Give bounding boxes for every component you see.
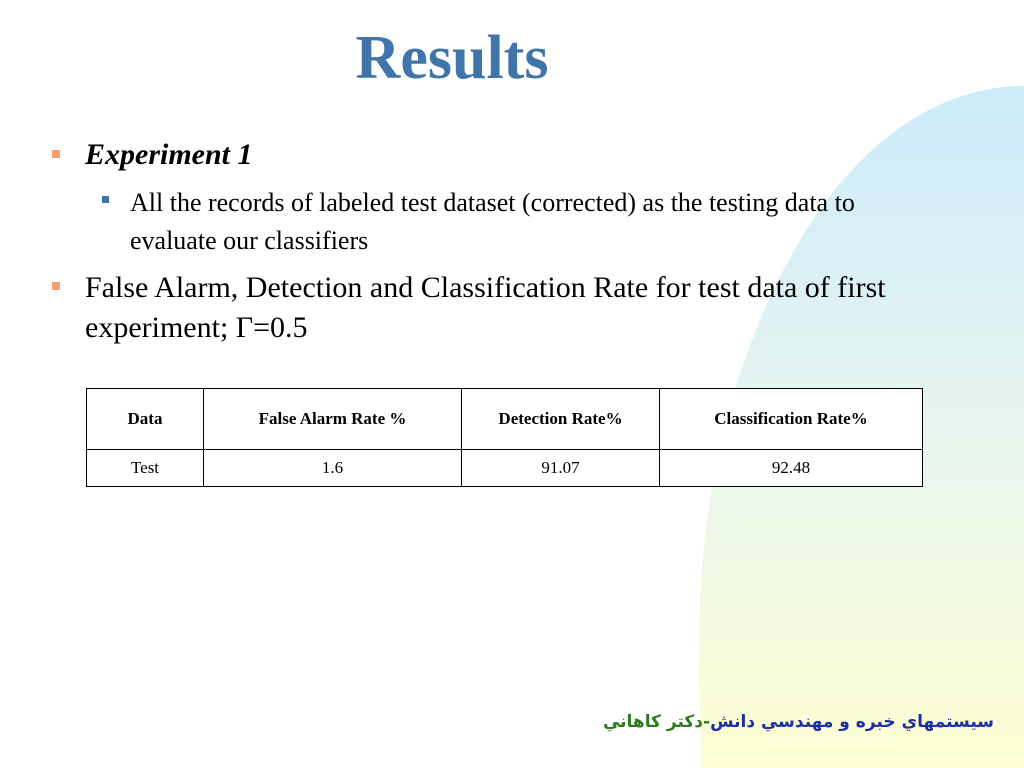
bullet-text: Experiment 1 [85,138,253,171]
slide-title: Results [355,24,549,92]
table-row [87,450,923,487]
table-header-cell: Classification Rate% [660,389,923,450]
table-cell: 91.07 [462,450,660,487]
table-header-row [87,389,923,450]
table-cell: Test [87,450,204,487]
square-bullet-icon [52,282,60,290]
square-bullet-icon [102,196,109,203]
table-header-cell: Detection Rate% [462,389,660,450]
slide-footer [603,712,994,732]
table-cell: 92.48 [660,450,923,487]
square-bullet-icon [52,150,60,158]
table-header-cell: False Alarm Rate % [204,389,462,450]
bullet-text: All the records of labeled test dataset (corrected) as the testing data to evaluate our classifiers [130,188,855,255]
bullet-text: False Alarm, Detection and Classification Rate for test data of first experiment; Γ=0.5 [85,271,886,344]
table-cell: 1.6 [204,450,462,487]
results-table [86,388,923,487]
footer-course: سيستمهاي خبره و مهندسي دانش [710,712,994,732]
table-header-cell: Data [87,389,204,450]
footer-author: -دکتر کاهاني [602,712,711,732]
